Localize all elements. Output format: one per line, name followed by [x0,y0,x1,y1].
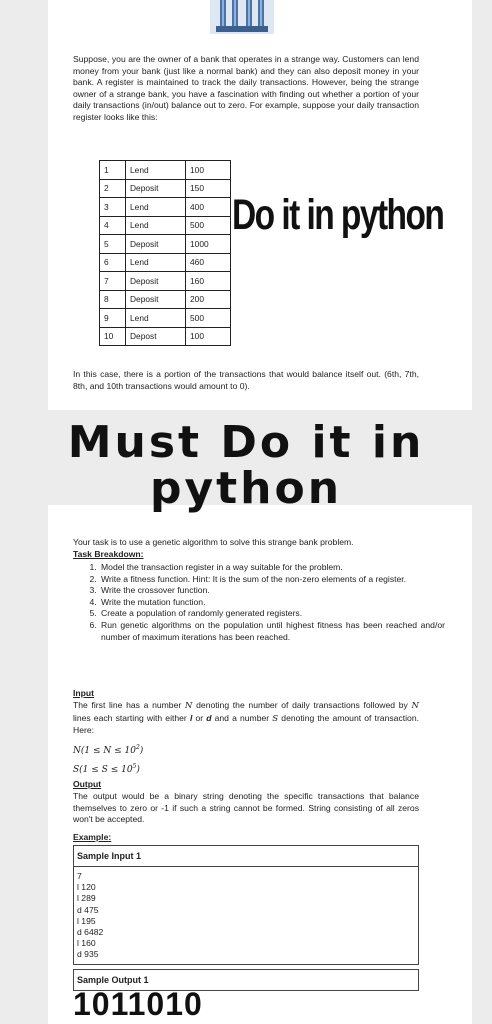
task-step: 1. Model the transaction register in a way suitable for the problem. [99,562,445,574]
transaction-amount-cell: 160 [186,272,231,291]
transaction-n-cell: 2 [100,179,126,198]
transaction-amount-cell: 500 [186,309,231,328]
intro-paragraph: Suppose, you are the owner of a bank that operates in a strange way. Customers can lend money from your bank (just like a normal bank) and they can also deposit money in your bank. A register is maintained to track the daily transactions. However, being the strange owner of a strange bank, you have a fascination with finding out whether a portion of your daily transactions (in/out) balance out to zero. For example, suppose your daily transaction register looks like this: [73,54,419,122]
input-description: The first line has a number N denoting the number of daily transactions followed by N lines each starting with either l or d and a number S denoting the amount of transaction. Here: [73,700,419,736]
transaction-type-cell: Deposit [126,290,186,309]
sample-input-line: 7 [77,871,82,881]
output-heading: Output [73,779,102,789]
transaction-row [100,179,231,198]
sample-output-value: 1011010 [73,986,203,1022]
transaction-table [99,160,231,346]
transaction-row [100,235,231,254]
task-breakdown-heading: Task Breakdown: [73,549,144,559]
transaction-type-cell: Deposit [126,272,186,291]
transaction-amount-cell: 200 [186,290,231,309]
sample-input-line: l 120 [77,882,96,893]
constraint-s: $S(1 \le S \le 10^5)$ [73,763,140,775]
task-step: 4. Write the mutation function. [99,597,445,609]
transaction-n-cell: 1 [100,161,126,180]
sample-input-line: d 6482 [77,927,104,938]
transaction-row [100,253,231,272]
banner-line-1: Must Do it in [67,417,425,468]
transaction-n-cell: 8 [100,290,126,309]
sample-input-line: l 195 [77,915,96,926]
transaction-row [100,272,231,291]
transaction-type-cell: Lend [126,198,186,217]
task-steps-list [73,562,445,643]
transaction-row [100,309,231,328]
sample-input-title: Sample Input 1 [73,845,419,867]
transaction-n-cell: 6 [100,253,126,272]
sample-input-line: d 475 [77,904,99,915]
bank-logo [210,0,274,34]
transaction-row [100,161,231,180]
transaction-type-cell: Deposit [126,235,186,254]
sample-input-line: l 160 [77,938,96,949]
transaction-type-cell: Deposit [126,179,186,198]
task-step: 3. Write the crossover function. [99,585,445,597]
transaction-row [100,216,231,235]
input-heading: Input [73,688,94,698]
sample-output-title: Sample Output 1 [73,969,419,991]
transaction-n-cell: 10 [100,327,126,346]
sample-input-box [73,866,419,965]
transaction-type-cell: Lend [126,309,186,328]
task-step: 2. Write a fitness function. Hint: It is the sum of the non-zero elements of a register. [99,574,445,586]
example-heading: Example: [73,832,112,842]
transaction-type-cell: Depost [126,327,186,346]
balance-explanation: In this case, there is a portion of the transactions that would balance itself out. (6th, 7th, 8th, and 10th transactions would amount to 0). [73,369,419,391]
task-step: 6. Run genetic algorithms on the population until highest fitness has been reached and/or number of maximum iterations has been reached. [99,620,445,643]
transaction-amount-cell: 400 [186,198,231,217]
transaction-n-cell: 4 [100,216,126,235]
transaction-amount-cell: 500 [186,216,231,235]
transaction-amount-cell: 100 [186,327,231,346]
task-intro: Your task is to use a genetic algorithm to solve this strange bank problem. [73,537,354,547]
transaction-amount-cell: 1000 [186,235,231,254]
transaction-row [100,327,231,346]
transaction-type-cell: Lend [126,161,186,180]
banner-line-2: python [149,463,343,514]
transaction-type-cell: Lend [126,216,186,235]
transaction-amount-cell: 100 [186,161,231,180]
transaction-type-cell: Lend [126,253,186,272]
transaction-n-cell: 3 [100,198,126,217]
do-it-in-python-note: Do it in python [232,191,444,239]
sample-input-line: l 289 [77,893,96,904]
transaction-row [100,198,231,217]
transaction-row [100,290,231,309]
transaction-amount-cell: 460 [186,253,231,272]
sample-input-line: d 935 [77,949,99,960]
transaction-n-cell: 7 [100,272,126,291]
output-description: The output would be a binary string denoting the specific transactions that balance themselves to zero or -1 if such a string cannot be formed. String consisting of all zeros won't be accepted. [73,791,419,825]
constraint-n: $N(1 \le N \le 10^2)$ [73,744,144,756]
transaction-n-cell: 9 [100,309,126,328]
transaction-n-cell: 5 [100,235,126,254]
transaction-amount-cell: 150 [186,179,231,198]
task-step: 5. Create a population of randomly generated registers. [99,608,445,620]
